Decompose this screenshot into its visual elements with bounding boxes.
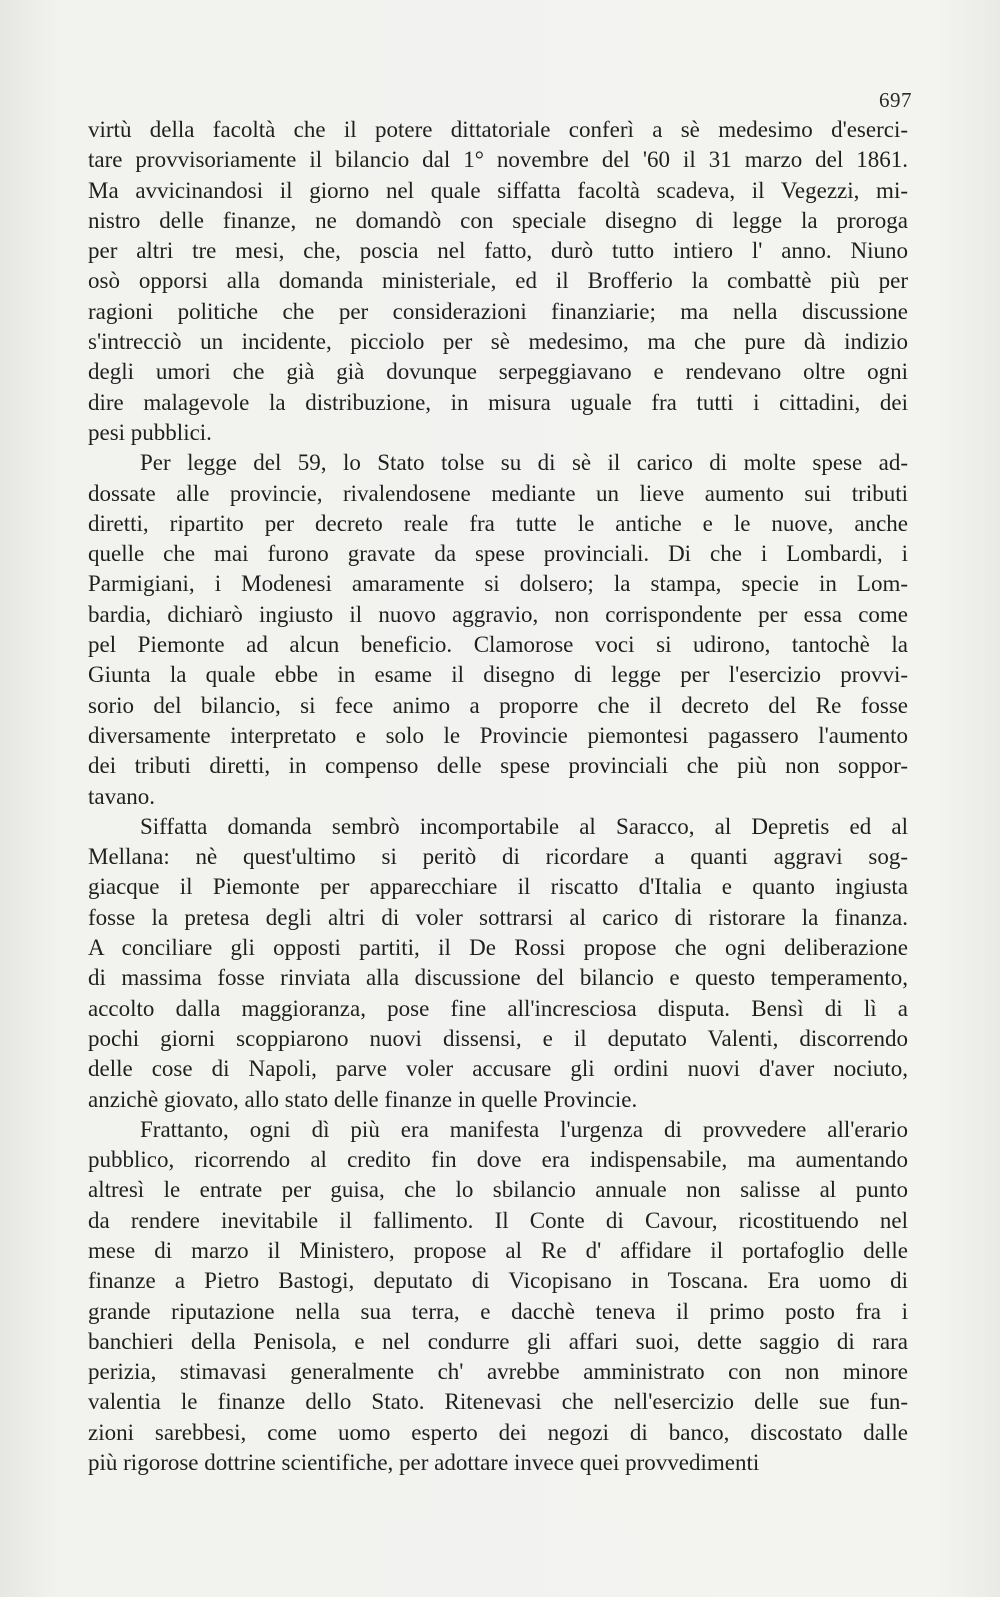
text-line: degli umori che già già dovunque serpeggiavano e rendevano oltre ogni xyxy=(88,359,908,385)
text-line: banchieri della Penisola, e nel condurre gli affari suoi, dette saggio di rara xyxy=(88,1328,908,1354)
text-line: ragioni politiche che per considerazioni finanziarie; ma nella discussione xyxy=(88,298,908,324)
text-line: altresì le entrate per guisa, che lo sbilancio annuale non salisse al punto xyxy=(88,1177,908,1203)
paragraph xyxy=(88,115,908,448)
text-line: Ma avvicinandosi il giorno nel quale siffatta facoltà scadeva, il Vegezzi, mi- xyxy=(88,177,908,203)
text-line: fosse la pretesa degli altri di voler sottrarsi al carico di ristorare la finanza. xyxy=(88,904,908,930)
text-line: di massima fosse rinviata alla discussione del bilancio e questo temperamento, xyxy=(88,965,908,991)
text-line: quelle che mai furono gravate da spese provinciali. Di che i Lombardi, i xyxy=(88,541,908,567)
text-line: dossate alle provincie, rivalendosene mediante un lieve aumento sui tributi xyxy=(88,480,908,506)
text-line: osò opporsi alla domanda ministeriale, ed il Brofferio la combattè più per xyxy=(88,268,908,294)
text-line: zioni sarebbesi, come uomo esperto dei negozi di banco, discostato dalle xyxy=(88,1419,908,1445)
text-line: più rigorose dottrine scientifiche, per adottare invece quei provvedimenti xyxy=(88,1450,760,1476)
text-line: pubblico, ricorrendo al credito fin dove era indispensabile, ma aumentando xyxy=(88,1147,908,1173)
text-line: pel Piemonte ad alcun beneficio. Clamorose voci si udirono, tantochè la xyxy=(88,632,908,658)
text-line: dire malagevole la distribuzione, in misura uguale fra tutti i cittadini, dei xyxy=(88,389,908,415)
text-line: grande riputazione nella sua terra, e dacchè teneva il primo posto fra i xyxy=(88,1298,908,1324)
text-line: virtù della facoltà che il potere dittatoriale conferì a sè medesimo d'eserci- xyxy=(88,117,908,142)
text-line: mese di marzo il Ministero, propose al Re d' affidare il portafoglio delle xyxy=(88,1237,908,1263)
text-line: nistro delle finanze, ne domandò con speciale disegno di legge la proroga xyxy=(88,207,908,233)
paragraph xyxy=(88,448,908,812)
text-line: pochi giorni scoppiarono nuovi dissensi, e il deputato Valenti, discorrendo xyxy=(88,1025,908,1051)
text-line: sorio del bilancio, si fece animo a proporre che il decreto del Re fosse xyxy=(88,692,908,718)
text-line: anzichè giovato, allo stato delle finanze in quelle Provincie. xyxy=(88,1086,638,1112)
text-line: tare provvisoriamente il bilancio dal 1° novembre del '60 il 31 marzo del 1861. xyxy=(88,147,908,173)
text-line: delle cose di Napoli, parve voler accusare gli ordini nuovi d'aver nociuto, xyxy=(88,1056,908,1082)
text-line: diversamente interpretato e solo le Provincie piemontesi pagassero l'aumento xyxy=(88,722,908,748)
text-line: bardia, dichiarò ingiusto il nuovo aggravio, non corrispondente per essa come xyxy=(88,601,908,627)
text-line: A conciliare gli opposti partiti, il De Rossi propose che ogni deliberazione xyxy=(88,935,908,961)
text-line: Giunta la quale ebbe in esame il disegno di legge per l'esercizio provvi- xyxy=(88,662,908,688)
text-line: tavano. xyxy=(88,783,156,809)
text-line: Parmigiani, i Modenesi amaramente si dolsero; la stampa, specie in Lom- xyxy=(88,571,908,597)
text-line: accolto dalla maggioranza, pose fine all'incresciosa disputa. Bensì di lì a xyxy=(88,995,908,1021)
text-line: da rendere inevitabile il fallimento. Il Conte di Cavour, ricostituendo nel xyxy=(88,1207,908,1233)
body-text xyxy=(88,115,908,1478)
text-line: Per legge del 59, lo Stato tolse su di sè il carico di molte spese ad- xyxy=(140,450,908,476)
text-line: Mellana: nè quest'ultimo si peritò di ricordare a quanti aggravi sog- xyxy=(88,844,908,870)
text-line: diretti, ripartito per decreto reale fra tutte le antiche e le nuove, anche xyxy=(88,510,908,536)
text-line: valentia le finanze dello Stato. Ritenevasi che nell'esercizio delle sue fun- xyxy=(88,1389,908,1415)
text-line: pesi pubblici. xyxy=(88,419,212,445)
text-line: s'intrecciò un incidente, picciolo per sè medesimo, ma che pure dà indizio xyxy=(88,329,908,355)
text-line: dei tributi diretti, in compenso delle spese provinciali che più non soppor- xyxy=(88,753,908,779)
text-line: finanze a Pietro Bastogi, deputato di Vicopisano in Toscana. Era uomo di xyxy=(88,1268,908,1294)
paragraph xyxy=(88,1115,908,1479)
paragraph xyxy=(88,812,908,1115)
page-number: 697 xyxy=(879,88,912,112)
text-line: Frattanto, ogni dì più era manifesta l'urgenza di provvedere all'erario xyxy=(140,1116,908,1142)
text-line: per altri tre mesi, che, poscia nel fatto, durò tutto intiero l' anno. Niuno xyxy=(88,238,908,264)
text-line: giacque il Piemonte per apparecchiare il riscatto d'Italia e quanto ingiusta xyxy=(88,874,908,900)
text-line: perizia, stimavasi generalmente ch' avrebbe amministrato con non minore xyxy=(88,1359,908,1385)
text-line: Siffatta domanda sembrò incomportabile al Saracco, al Depretis ed al xyxy=(140,813,908,839)
